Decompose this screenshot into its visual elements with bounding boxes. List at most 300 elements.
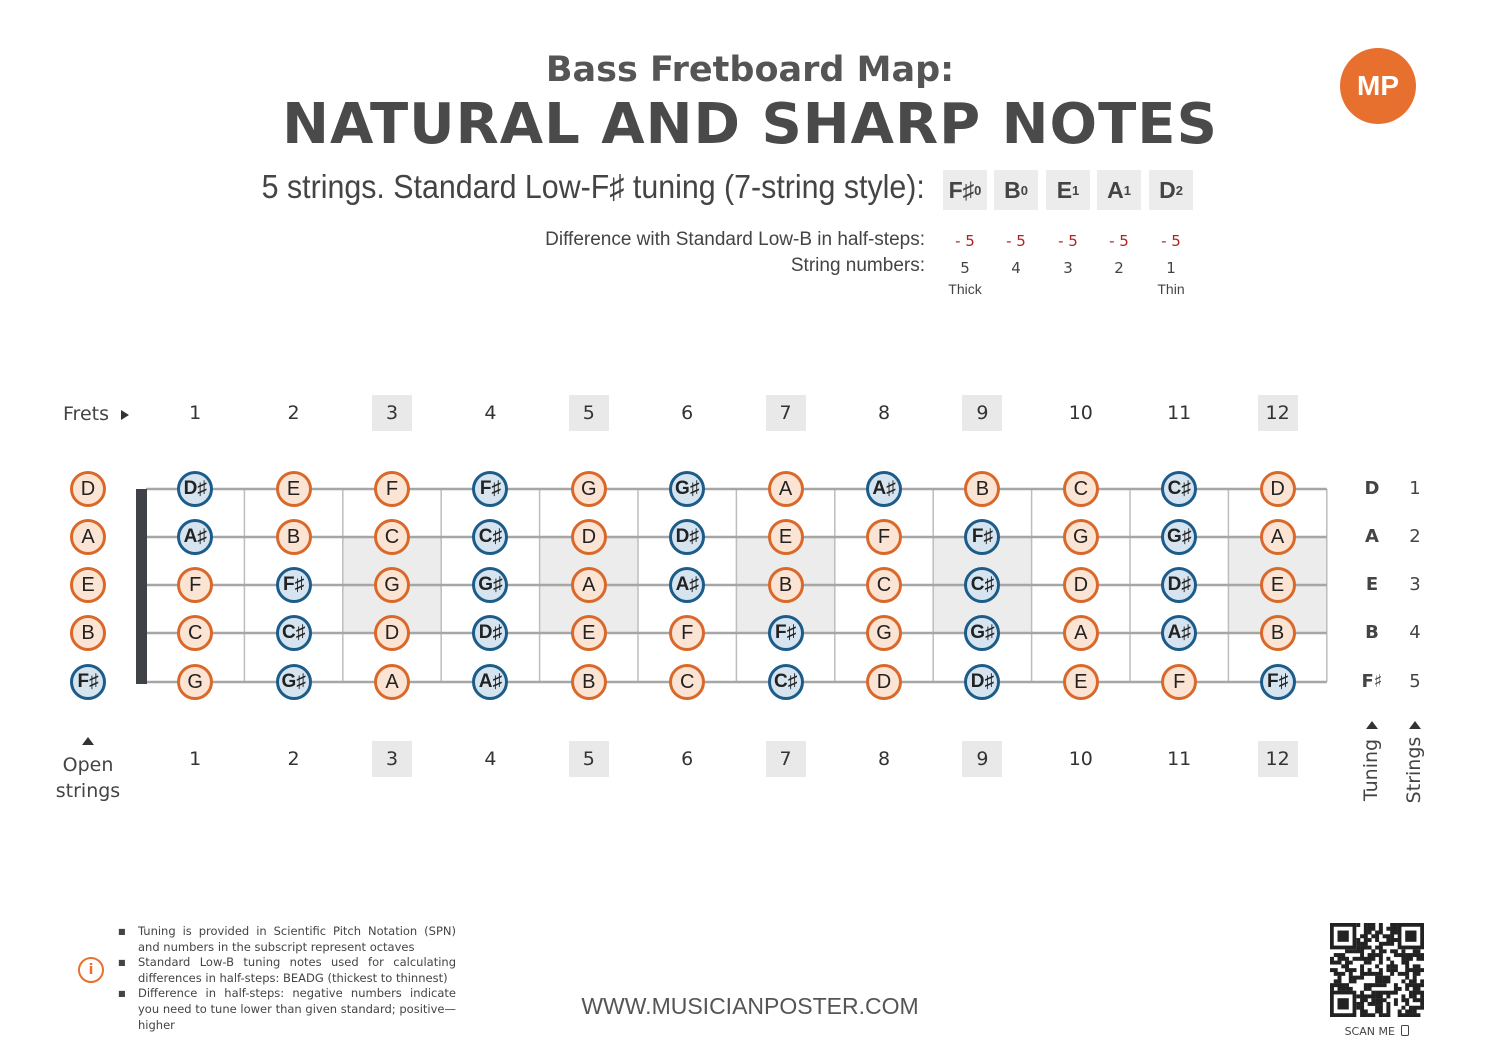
qr-module (1364, 983, 1368, 987)
fret-note: D♯ (177, 471, 213, 507)
qr-module (1386, 1006, 1390, 1010)
qr-module (1386, 957, 1390, 961)
qr-module (1379, 972, 1383, 976)
qr-module (1405, 1009, 1409, 1013)
qr-module (1338, 972, 1342, 976)
qr-module (1413, 968, 1417, 972)
qr-module (1375, 1002, 1379, 1006)
fret-note: E (276, 471, 312, 507)
qr-module (1405, 972, 1409, 976)
qr-module (1341, 957, 1345, 961)
qr-module (1345, 964, 1349, 968)
fret-note: D (866, 664, 902, 700)
qr-module (1416, 972, 1420, 976)
qr-module (1368, 923, 1372, 927)
qr-module (1409, 1009, 1413, 1013)
qr-module (1405, 961, 1409, 965)
qr-module (1360, 972, 1364, 976)
qr-module (1420, 994, 1424, 998)
qr-module (1416, 991, 1420, 995)
fret-note: C (866, 567, 902, 603)
qr-module (1341, 953, 1345, 957)
subtitle: Bass Fretboard Map: (545, 50, 955, 90)
qr-module (1364, 1013, 1368, 1017)
qr-module (1379, 983, 1383, 987)
qr-module (1368, 927, 1372, 931)
tuning-axis-label: Tuning (1360, 738, 1382, 802)
fret-note: B (571, 664, 607, 700)
octave-subscript: 1 (1072, 182, 1080, 198)
fret-note: F (177, 567, 213, 603)
qr-module (1420, 1002, 1424, 1006)
qr-module (1341, 964, 1345, 968)
qr-module (1349, 972, 1353, 976)
qr-module (1349, 979, 1353, 983)
fret-note: C♯ (472, 519, 508, 555)
qr-module (1364, 957, 1368, 961)
qr-module (1338, 979, 1342, 983)
thick-label: Thick (948, 281, 982, 297)
qr-module (1334, 968, 1338, 972)
qr-module (1386, 1013, 1390, 1017)
qr-module (1349, 987, 1353, 991)
info-icon: i (78, 957, 104, 983)
qr-module (1368, 968, 1372, 972)
qr-module (1345, 957, 1349, 961)
qr-module (1353, 968, 1357, 972)
qr-module (1401, 957, 1405, 961)
fret-number: 4 (484, 402, 497, 424)
fret-note: F♯ (1260, 664, 1296, 700)
arrow-up-icon (1365, 720, 1379, 730)
fret-number: 5 (569, 395, 609, 431)
qr-module (1409, 953, 1413, 957)
fret-note: C♯ (964, 567, 1000, 603)
qr-module (1341, 983, 1345, 987)
qr-module (1383, 983, 1387, 987)
qr-module (1394, 953, 1398, 957)
string-number: 1 (1166, 259, 1176, 277)
qr-module (1409, 1006, 1413, 1010)
qr-module (1416, 953, 1420, 957)
qr-module (1375, 991, 1379, 995)
open-string-note: E (70, 567, 106, 603)
qr-module (1353, 976, 1357, 980)
footnote: ■ Difference in half-steps: negative numbers indicate you need to tune lower than given standard; positive—higher (118, 986, 456, 1033)
string-number-label: 2 (1409, 526, 1421, 547)
fret-note: F (1161, 664, 1197, 700)
qr-module (1349, 949, 1353, 953)
qr-module (1360, 1002, 1364, 1006)
qr-module (1356, 1006, 1360, 1010)
qr-module (1379, 961, 1383, 965)
qr-module (1405, 983, 1409, 987)
qr-module (1416, 968, 1420, 972)
qr-module (1375, 1009, 1379, 1013)
nut (136, 489, 147, 684)
qr-module (1413, 983, 1417, 987)
fret-note: D (571, 519, 607, 555)
open-strings-label: Open strings (48, 736, 128, 804)
fret-number: 9 (962, 741, 1002, 777)
fret-note: F♯ (276, 567, 312, 603)
qr-code[interactable] (1330, 923, 1424, 1017)
qr-module (1379, 953, 1383, 957)
qr-module (1413, 976, 1417, 980)
qr-module (1345, 949, 1349, 953)
tuning-note-box: F♯ 0 (943, 170, 987, 210)
fret-note: C (177, 615, 213, 651)
string-number: 2 (1114, 259, 1124, 277)
qr-module (1368, 931, 1372, 935)
fret-number: 10 (1068, 748, 1093, 770)
qr-module (1368, 1002, 1372, 1006)
qr-module (1394, 938, 1398, 942)
octave-subscript: 0 (974, 182, 982, 198)
fret-number: 7 (766, 741, 806, 777)
qr-module (1394, 983, 1398, 987)
qr-module (1405, 968, 1409, 972)
fret-number: 5 (569, 741, 609, 777)
fret-note: F♯ (964, 519, 1000, 555)
fret-note: G (866, 615, 902, 651)
qr-module (1383, 991, 1387, 995)
qr-module (1390, 927, 1394, 931)
tuning-note-box: A 1 (1097, 170, 1141, 210)
qr-module (1379, 946, 1383, 950)
fret-note: D♯ (669, 519, 705, 555)
qr-module (1379, 994, 1383, 998)
qr-module (1413, 1013, 1417, 1017)
fret-note: B (1260, 615, 1296, 651)
qr-module (1360, 946, 1364, 950)
qr-module (1379, 1006, 1383, 1010)
fret-note: D♯ (472, 615, 508, 651)
qr-module (1390, 968, 1394, 972)
qr-module (1345, 983, 1349, 987)
difference-value: - 5 (1058, 232, 1078, 250)
qr-module (1379, 1013, 1383, 1017)
qr-module (1394, 923, 1398, 927)
qr-module (1390, 964, 1394, 968)
qr-finder (1338, 931, 1349, 942)
qr-module (1379, 976, 1383, 980)
qr-module (1368, 972, 1372, 976)
fret-note: C♯ (276, 615, 312, 651)
qr-module (1390, 923, 1394, 927)
footnote: ■ Tuning is provided in Scientific Pitch Notation (SPN) and numbers in the subscript represent octaves (118, 924, 456, 955)
qr-module (1345, 968, 1349, 972)
open-string-note: F♯ (70, 664, 106, 700)
fret-note: G♯ (1161, 519, 1197, 555)
qr-module (1379, 991, 1383, 995)
fret-note: F♯ (768, 615, 804, 651)
qr-module (1375, 934, 1379, 938)
fret-number: 8 (877, 402, 891, 424)
qr-module (1360, 991, 1364, 995)
difference-value: - 5 (955, 232, 975, 250)
qr-module (1375, 979, 1379, 983)
qr-module (1368, 957, 1372, 961)
qr-module (1360, 1009, 1364, 1013)
musicianposter-logo[interactable]: MP (1340, 48, 1416, 124)
fret-note: C (1063, 471, 1099, 507)
qr-module (1420, 968, 1424, 972)
qr-module (1394, 964, 1398, 968)
qr-module (1405, 987, 1409, 991)
fret-number: 6 (681, 402, 694, 424)
qr-module (1394, 949, 1398, 953)
qr-module (1379, 968, 1383, 972)
fret-note: D♯ (1161, 567, 1197, 603)
fret-note: G♯ (964, 615, 1000, 651)
qr-module (1413, 991, 1417, 995)
qr-module (1353, 957, 1357, 961)
qr-module (1383, 942, 1387, 946)
qr-module (1349, 961, 1353, 965)
fret-number: 6 (681, 748, 694, 770)
qr-module (1386, 979, 1390, 983)
footnote: ■ Standard Low-B tuning notes used for calculating differences in half-steps: BEADG (thickest to thinnest) (118, 955, 456, 986)
qr-module (1360, 976, 1364, 980)
qr-module (1334, 979, 1338, 983)
qr-module (1375, 946, 1379, 950)
qr-module (1390, 934, 1394, 938)
qr-module (1394, 998, 1398, 1002)
qr-module (1371, 994, 1375, 998)
qr-module (1364, 994, 1368, 998)
difference-label: Difference with Standard Low-B in half-steps: (545, 229, 925, 250)
qr-module (1390, 938, 1394, 942)
difference-value: - 5 (1109, 232, 1129, 250)
qr-module (1416, 983, 1420, 987)
fret-number: 4 (484, 748, 497, 770)
qr-module (1375, 972, 1379, 976)
qr-module (1368, 946, 1372, 950)
fret-note: G♯ (276, 664, 312, 700)
fret-number: 12 (1258, 395, 1298, 431)
arrow-up-icon (81, 736, 95, 746)
qr-module (1379, 931, 1383, 935)
scan-me-label: SCAN ME (1330, 1025, 1424, 1038)
qr-module (1379, 942, 1383, 946)
fret-note: A (768, 471, 804, 507)
qr-module (1360, 1006, 1364, 1010)
qr-module (1360, 934, 1364, 938)
qr-module (1401, 1006, 1405, 1010)
fret-number: 12 (1258, 741, 1298, 777)
octave-subscript: 0 (1020, 182, 1028, 198)
qr-module (1394, 991, 1398, 995)
qr-module (1416, 957, 1420, 961)
qr-module (1360, 994, 1364, 998)
qr-module (1364, 927, 1368, 931)
tuning-label: B (1365, 622, 1379, 643)
qr-module (1386, 1002, 1390, 1006)
fret-number: 2 (287, 402, 300, 424)
qr-module (1341, 972, 1345, 976)
qr-module (1383, 1013, 1387, 1017)
fret-number: 11 (1167, 402, 1192, 424)
string-number-label: 5 (1409, 671, 1421, 692)
qr-module (1409, 991, 1413, 995)
qr-module (1375, 983, 1379, 987)
qr-module (1398, 1013, 1402, 1017)
qr-module (1368, 953, 1372, 957)
qr-module (1375, 998, 1379, 1002)
qr-module (1416, 1006, 1420, 1010)
qr-module (1338, 957, 1342, 961)
website-link[interactable]: WWW.MUSICIANPOSTER.COM (581, 993, 919, 1019)
qr-module (1338, 987, 1342, 991)
fret-note: G (177, 664, 213, 700)
qr-module (1338, 976, 1342, 980)
qr-module (1394, 968, 1398, 972)
fret-number: 10 (1068, 402, 1093, 424)
fret-note: A (571, 567, 607, 603)
qr-module (1334, 983, 1338, 987)
tuning-note-box: D 2 (1149, 170, 1193, 210)
qr-module (1386, 994, 1390, 998)
qr-module (1364, 987, 1368, 991)
qr-module (1405, 953, 1409, 957)
page-title: NATURAL AND SHARP NOTES (282, 92, 1218, 157)
qr-module (1390, 972, 1394, 976)
fret-number: 3 (372, 395, 412, 431)
qr-module (1364, 931, 1368, 935)
qr-module (1379, 979, 1383, 983)
fret-note: D (1260, 471, 1296, 507)
qr-module (1401, 979, 1405, 983)
qr-module (1349, 968, 1353, 972)
qr-finder (1405, 931, 1416, 942)
fret-note: A♯ (669, 567, 705, 603)
qr-module (1413, 1006, 1417, 1010)
qr-module (1360, 953, 1364, 957)
fret-note: A (374, 664, 410, 700)
qr-module (1416, 987, 1420, 991)
qr-module (1401, 949, 1405, 953)
qr-module (1409, 957, 1413, 961)
fret-note: C (669, 664, 705, 700)
qr-module (1383, 949, 1387, 953)
qr-module (1356, 1002, 1360, 1006)
qr-module (1334, 953, 1338, 957)
qr-module (1386, 942, 1390, 946)
qr-module (1416, 964, 1420, 968)
fret-note: F (374, 471, 410, 507)
qr-module (1364, 1009, 1368, 1013)
qr-module (1401, 953, 1405, 957)
qr-module (1330, 968, 1334, 972)
string-number: 5 (960, 259, 970, 277)
qr-module (1338, 983, 1342, 987)
qr-module (1356, 949, 1360, 953)
fret-note: A (1260, 519, 1296, 555)
qr-module (1379, 923, 1383, 927)
qr-module (1386, 976, 1390, 980)
qr-module (1368, 1013, 1372, 1017)
qr-module (1371, 972, 1375, 976)
qr-module (1386, 938, 1390, 942)
qr-module (1398, 987, 1402, 991)
octave-subscript: 2 (1175, 182, 1183, 198)
fret-number: 1 (189, 402, 202, 424)
qr-module (1375, 953, 1379, 957)
tuning-label: D (1364, 478, 1380, 499)
qr-module (1364, 942, 1368, 946)
qr-module (1394, 927, 1398, 931)
thin-label: Thin (1157, 281, 1185, 297)
qr-module (1371, 1013, 1375, 1017)
qr-module (1375, 976, 1379, 980)
tuning-label: F♯ (1361, 671, 1383, 692)
fret-number: 3 (372, 741, 412, 777)
octave-subscript: 1 (1123, 182, 1131, 198)
qr-module (1364, 946, 1368, 950)
qr-module (1401, 961, 1405, 965)
qr-module (1375, 1006, 1379, 1010)
fret-number: 8 (877, 748, 891, 770)
qr-module (1371, 957, 1375, 961)
fret-note: A♯ (866, 471, 902, 507)
qr-module (1353, 979, 1357, 983)
qr-module (1368, 961, 1372, 965)
qr-module (1379, 1002, 1383, 1006)
qr-module (1371, 991, 1375, 995)
fret-note: F (866, 519, 902, 555)
qr-module (1364, 938, 1368, 942)
qr-module (1371, 923, 1375, 927)
fret-note: E (571, 615, 607, 651)
qr-module (1405, 1002, 1409, 1006)
qr-module (1383, 998, 1387, 1002)
fret-note: B (768, 567, 804, 603)
fret-note: C♯ (1161, 471, 1197, 507)
fret-note: G (571, 471, 607, 507)
qr-module (1386, 964, 1390, 968)
qr-module (1413, 964, 1417, 968)
qr-module (1360, 1013, 1364, 1017)
qr-module (1383, 976, 1387, 980)
fret-note: D (1063, 567, 1099, 603)
qr-module (1401, 1013, 1405, 1017)
difference-value: - 5 (1161, 232, 1181, 250)
qr-module (1375, 931, 1379, 935)
qr-module (1416, 998, 1420, 1002)
fret-note: E (768, 519, 804, 555)
qr-module (1364, 972, 1368, 976)
qr-module (1375, 938, 1379, 942)
fret-note: G♯ (472, 567, 508, 603)
qr-module (1416, 1013, 1420, 1017)
fret-note: G♯ (669, 471, 705, 507)
qr-module (1420, 983, 1424, 987)
qr-module (1371, 934, 1375, 938)
fret-note: C♯ (768, 664, 804, 700)
qr-module (1379, 1009, 1383, 1013)
fret-note: G (1063, 519, 1099, 555)
qr-module (1360, 949, 1364, 953)
qr-module (1398, 1009, 1402, 1013)
fret-note: G (374, 567, 410, 603)
qr-module (1401, 972, 1405, 976)
qr-module (1379, 949, 1383, 953)
qr-module (1420, 991, 1424, 995)
qr-module (1413, 953, 1417, 957)
tuning-note-box: B 0 (994, 170, 1038, 210)
qr-module (1368, 938, 1372, 942)
